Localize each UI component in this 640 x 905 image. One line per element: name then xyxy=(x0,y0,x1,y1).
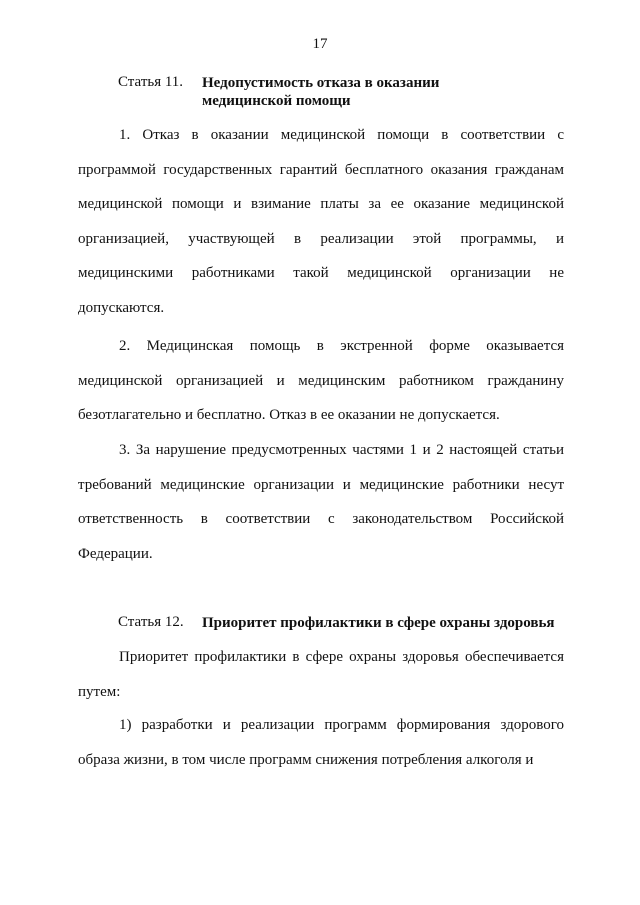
article-11-label: Статья 11. xyxy=(118,74,184,90)
article-11-paragraph-3: 3. За нарушение предусмотренных частями 1 и 2 настоящей статьи требований медицинские организации и медицинские работники несут ответственность в соответствии с законодательством Российской Федерации. xyxy=(78,442,564,562)
article-11-heading xyxy=(118,74,439,110)
article-12-heading xyxy=(118,614,555,632)
article-11-paragraph-2: 2. Медицинская помощь в экстренной форме оказывается медицинской организацией и медицинским работником гражданину безотлагательно и бесплатно. Отказ в ее оказании не допускается. xyxy=(78,338,564,423)
page-number: 17 xyxy=(312,36,328,52)
article-12-paragraph-2: 1) разработки и реализации программ формирования здорового образа жизни, в том числе программ снижения потребления алкоголя и xyxy=(78,717,564,768)
article-12-label: Статья 12. xyxy=(118,614,184,630)
article-12-paragraph-1: Приоритет профилактики в сфере охраны здоровья обеспечивается путем: xyxy=(78,649,564,700)
article-11-title-line1: Недопустимость отказа в оказании xyxy=(202,75,440,91)
article-12-title: Приоритет профилактики в сфере охраны здоровья xyxy=(202,615,555,631)
article-11-title-line2: медицинской помощи xyxy=(202,93,351,109)
article-11-title xyxy=(202,74,439,110)
article-11-paragraph-1: 1. Отказ в оказании медицинской помощи в соответствии с программой государственных гарантий бесплатного оказания гражданам медицинской помощи и взимание платы за ее оказание медицинской организацией, участвующей в реализации этой программы, и медицинскими работниками такой медицинской организации не допускаются. xyxy=(78,127,564,316)
